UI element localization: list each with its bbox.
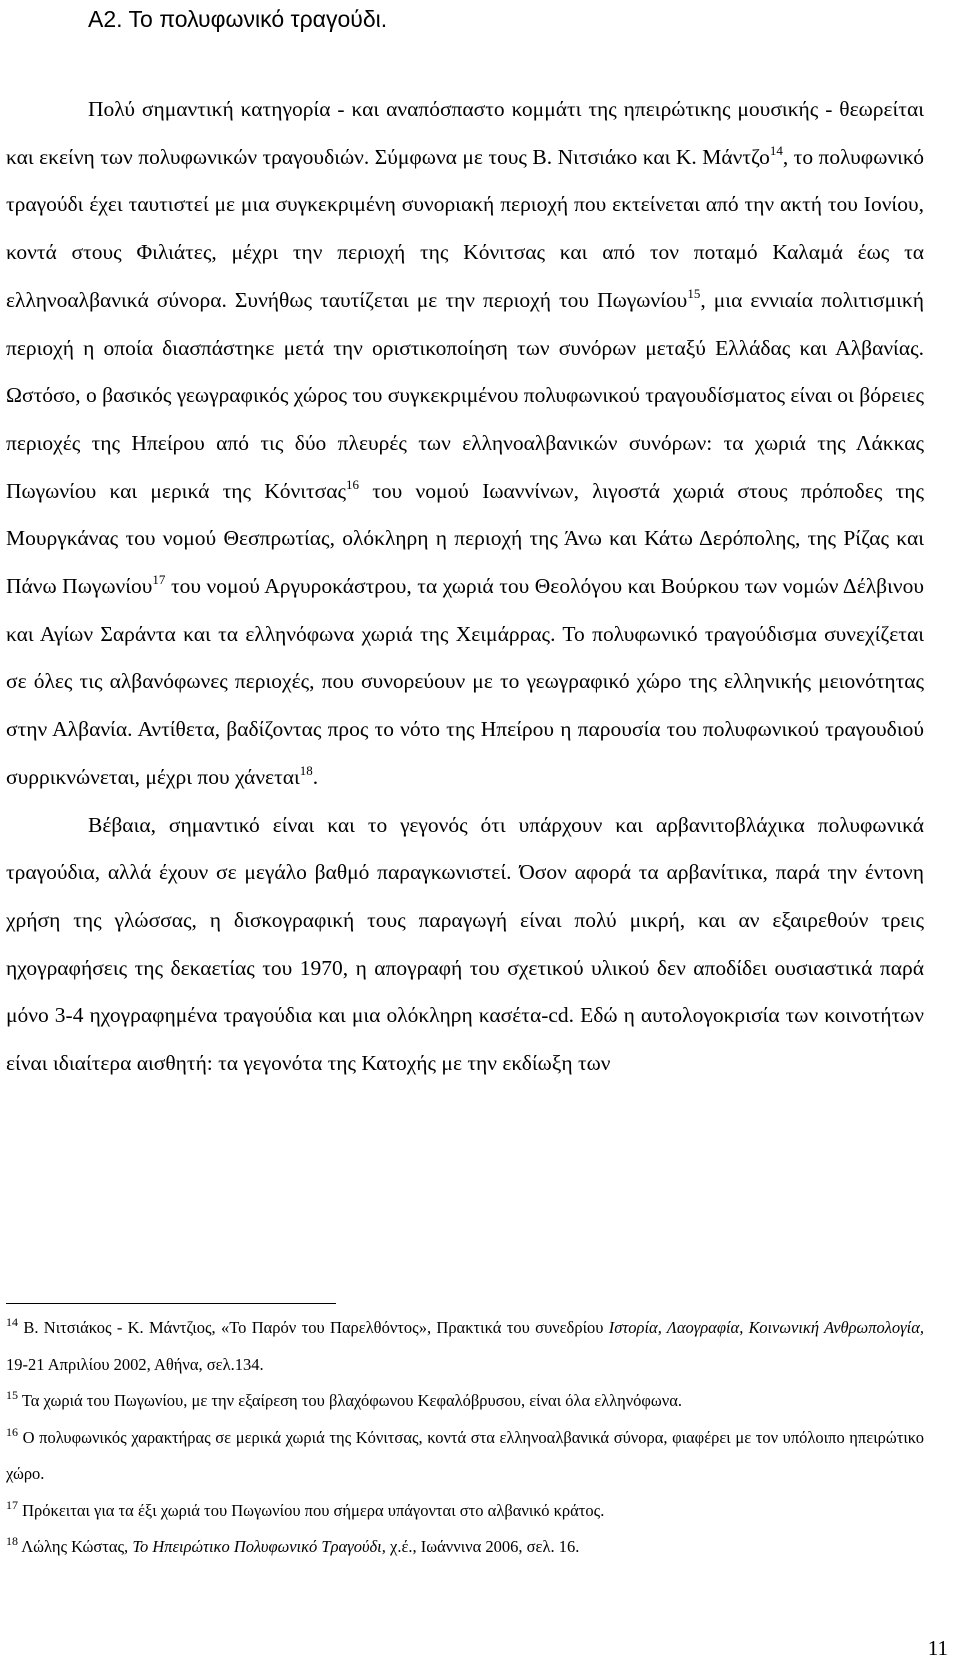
text-run: , μια εννιαία πολιτισμική περιοχή η οποία διασπάστηκε μετά την οριστικοποίηση των συνόρων μεταξύ Ελλάδας και Αλβανίας. Ωστόσο, ο βασικός γεωγραφικός χώρος του συγκεκριμένου πολυφωνικού τραγουδίσματος είναι οι βόρειες περιοχές της Ηπείρου από τις δύο πλευρές των ελληνοαλβανικών συνόρων: τα χωριά της Λάκκας Πωγωνίου και μερικά της Κόνιτσας (6, 287, 924, 503)
footnote-number: 17 (6, 1497, 18, 1512)
paragraph (6, 802, 924, 1088)
footnotes (6, 1310, 924, 1566)
footnote-ref[interactable]: 16 (346, 476, 360, 492)
text-run: . (312, 764, 319, 789)
footnote-ref[interactable]: 18 (299, 762, 313, 778)
section-heading: Α2. Το πολυφωνικό τραγούδι. (88, 6, 388, 32)
footnote-text: 19-21 Απριλίου 2002, Αθήνα, σελ.134. (6, 1354, 264, 1374)
text-run: Βέβαια, σημαντικό είναι και το γεγονός ότι υπάρχουν και αρβανιτοβλάχικα πολυφωνικά τραγούδια, αλλά έχουν σε μεγάλο βαθμό παραγκωνιστεί. Όσον αφορά τα αρβανίτικα, παρά την έντονη χρήση της γλώσσας, η δισκογραφική τους παραγωγή είναι πολύ μικρή, και αν εξαιρεθούν τρεις ηχογραφήσεις της δεκαετίας του 1970, η απογραφή του σχετικού υλικού δεν αποδίδει ουσιαστικά παρά μόνο 3-4 ηχογραφημένα τραγούδια και μια ολόκληρη κασέτα-cd. Εδώ η αυτολογοκρισία των κοινοτήτων είναι ιδιαίτερα αισθητή: τα γεγονότα της Κατοχής με την εκδίωξη των (6, 812, 924, 1076)
footnote-text: Ο πολυφωνικός χαρακτήρας σε μερικά χωριά της Κόνιτσας, κοντά στα ελληνοαλβανικά σύνορα, φιαφέρει με τον υπόλοιπο ηπειρώτικο χώρο. (6, 1427, 924, 1483)
footnote-ref[interactable]: 14 (769, 142, 783, 158)
footnote-separator (6, 1303, 336, 1304)
footnote (6, 1420, 924, 1493)
text-run: του νομού Αργυροκάστρου, τα χωριά του Θεολόγου και Βούρκου των νομών Δέλβινου και Αγίων Σαράντα και τα ελληνόφωνα χωριά της Χειμάρρας. Το πολυφωνικό τραγούδισμα συνεχίζεται σε όλες τις αλβανόφωνες περιοχές, που συνορεύουν με το γεωγραφικό χώρο της ελληνικής μειονότητας στην Αλβανία. Αντίθετα, βαδίζοντας προς το νότο της Ηπείρου η παρουσία του πολυφωνικού τραγουδιού συρρικνώνεται, μέχρι που χάνεται (6, 574, 924, 789)
footnote-text: Τα χωριά του Πωγωνίου, με την εξαίρεση του βλαχόφωνου Κεφαλόβρυσου, είναι όλα ελληνόφωνα. (18, 1391, 683, 1410)
footnote-text: Λώλης Κώστας, (18, 1537, 133, 1556)
footnote-number: 14 (6, 1315, 18, 1329)
footnote-text: Πρόκειται για τα έξι χωριά του Πωγωνίου που σήμερα υπάγονται στο αλβανικό κράτος. (18, 1500, 605, 1520)
footnote-number: 15 (6, 1388, 18, 1402)
footnote-title: Ιστορία, Λαογραφία, Κοινωνική Ανθρωπολογία, (608, 1318, 924, 1337)
text-run: του νομού Ιωαννίνων, λιγοστά χωριά στους πρόποδες της Μουργκάνας του νομού Θεσπρωτίας, ολόκληρη η περιοχή της Άνω και Κάτω Δερόπολης, της Ρίζας και Πάνω Πωγωνίου (6, 478, 924, 599)
footnote (6, 1310, 924, 1383)
footnote-number: 16 (6, 1424, 18, 1439)
footnote (6, 1493, 924, 1530)
footnote-text: χ.έ., Ιωάννινα 2006, σελ. 16. (385, 1537, 580, 1556)
text-run: , το πολυφωνικό τραγούδι έχει ταυτιστεί με μια συγκεκριμένη συνοριακή περιοχή που εκτείνεται από την ακτή του Ιονίου, κοντά στους Φιλιάτες, μέχρι την περιοχή της Κόνιτσας και από τον ποταμό Καλαμά έως τα ελληνοαλβανικά σύνορα. Συνήθως ταυτίζεται με την περιοχή του Πωγωνίου (6, 144, 924, 312)
footnote (6, 1383, 924, 1420)
footnote-ref[interactable]: 17 (152, 572, 166, 588)
footnote-title: Το Ηπειρώτικο Πολυφωνικό Τραγούδι, (132, 1537, 386, 1556)
page-number: 11 (927, 1636, 948, 1660)
footnote (6, 1529, 924, 1566)
footnote-number: 18 (6, 1534, 18, 1548)
paragraph (6, 86, 924, 802)
body-text (6, 86, 924, 1088)
footnote-text: Β. Νιτσιάκος - Κ. Μάντζιος, «Το Παρόν του Παρελθόντος», Πρακτικά του συνεδρίου (18, 1318, 609, 1337)
text-run: Πολύ σημαντική κατηγορία - και αναπόσπαστο κομμάτι της ηπειρώτικης μουσικής - θεωρείται και εκείνη των πολυφωνικών τραγουδιών. Σύμφωνα με τους Β. Νιτσιάκο και Κ. Μάντζο (6, 97, 924, 169)
footnote-ref[interactable]: 15 (687, 285, 701, 301)
